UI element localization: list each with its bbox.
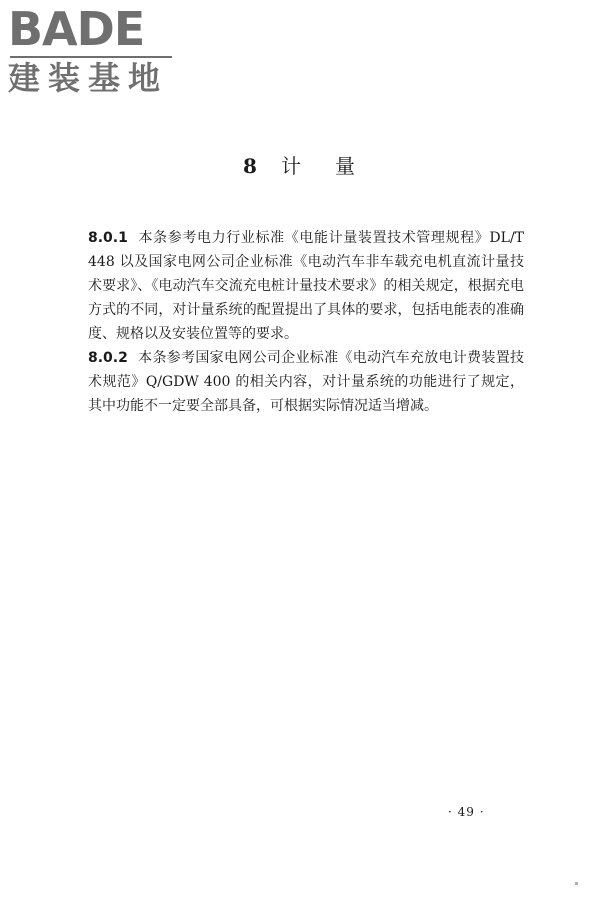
- paragraph-8-0-2: [88, 346, 524, 418]
- chapter-title-part1: 计: [280, 154, 303, 178]
- paragraph-text: 本条参考国家电网公司企业标准《电动汽车充放电计费装置技术规范》Q/GDW 400 的相关内容，对计量系统的功能进行了规定，其中功能不一定要全部具备，可根据实际情况适当增减。: [88, 350, 524, 414]
- watermark-latin-text: BADE: [8, 2, 145, 56]
- page-number: · 49 ·: [448, 805, 485, 819]
- paragraph-8-0-1: [88, 226, 524, 346]
- chapter-number: 8: [243, 154, 259, 178]
- watermark-rule: [10, 56, 172, 58]
- chapter-title-part2: 量: [334, 154, 357, 178]
- watermark-cjk-text: 建装基地: [8, 59, 169, 97]
- chapter-title: [0, 152, 600, 180]
- clause-number: 8.0.1: [88, 230, 128, 246]
- clause-number: 8.0.2: [88, 350, 128, 366]
- page-content: [88, 226, 524, 418]
- scan-mark: [575, 882, 578, 885]
- watermark-logo: [8, 4, 178, 100]
- paragraph-text: 本条参考电力行业标准《电能计量装置技术管理规程》DL/T 448 以及国家电网公司企业标准《电动汽车非车载充电机直流计量技术要求》、《电动汽车交流充电桩计量技术要求》的相关规定，根据充电方式的不同，对计量系统的配置提出了具体的要求，包括电能表的准确度、规格以及安装位置等的要求。: [88, 230, 524, 342]
